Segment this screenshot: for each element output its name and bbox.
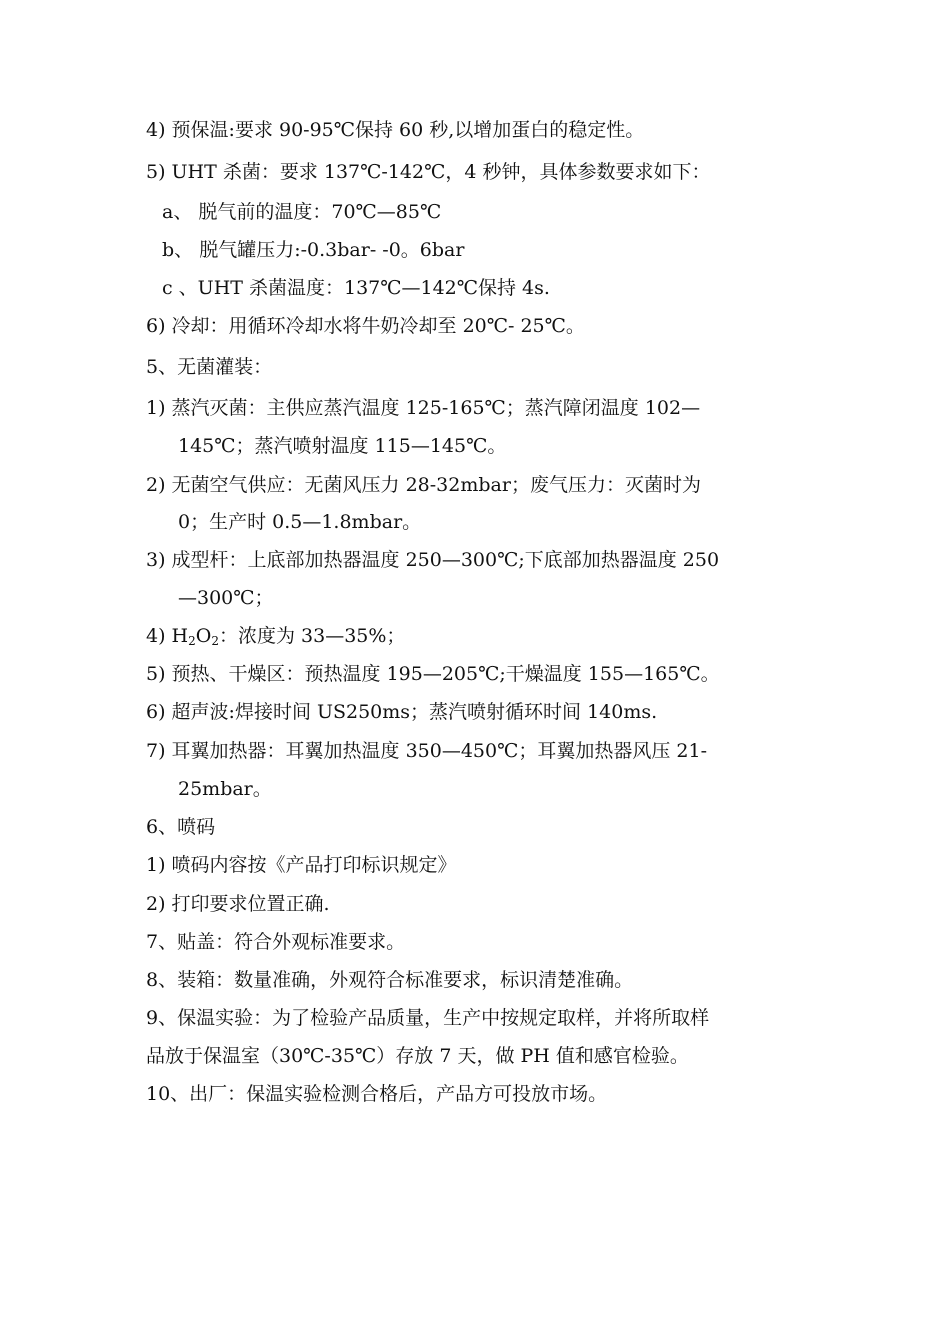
uht-param-c: c 、UHT 杀菌温度：137℃—142℃保持 4s. xyxy=(162,277,550,299)
uht-param-a: a、 脱气前的温度：70℃—85℃ xyxy=(162,201,442,223)
filling-item-6: 6) 超声波:焊接时间 US250ms；蒸汽喷射循环时间 140ms. xyxy=(146,701,658,723)
filling-item-4 xyxy=(146,624,826,648)
section-6-coding: 6、喷码 xyxy=(146,816,216,838)
h2o2-mid: O xyxy=(195,625,212,647)
filling-item-1-cont: 145℃；蒸汽喷射温度 115—145℃。 xyxy=(178,435,507,457)
section-8-packing: 8、装箱：数量准确，外观符合标准要求，标识清楚准确。 xyxy=(146,969,634,991)
filling-item-7-cont: 25mbar。 xyxy=(178,778,272,800)
section-9-incubation-cont: 品放于保温室（30℃-35℃）存放 7 天，做 PH 值和感官检验。 xyxy=(146,1045,689,1067)
h2o2-prefix: 4) H xyxy=(146,625,189,647)
filling-item-7: 7) 耳翼加热器：耳翼加热温度 350—450℃；耳翼加热器风压 21- xyxy=(146,740,708,762)
h2o2-sub-1: 2 xyxy=(188,634,196,648)
coding-item-1: 1) 喷码内容按《产品打印标识规定》 xyxy=(146,854,457,876)
filling-item-1: 1) 蒸汽灭菌：主供应蒸汽温度 125-165℃；蒸汽障闭温度 102— xyxy=(146,397,701,419)
section-10-release: 10、出厂：保温实验检测合格后，产品方可投放市场。 xyxy=(146,1083,608,1105)
coding-item-2: 2) 打印要求位置正确. xyxy=(146,893,330,915)
h2o2-sub-2: 2 xyxy=(211,634,219,648)
filling-item-3: 3) 成型杆：上底部加热器温度 250—300℃;下底部加热器温度 250 xyxy=(146,549,720,571)
section-9-incubation: 9、保温实验：为了检验产品质量，生产中按规定取样，并将所取样 xyxy=(146,1007,710,1029)
item-5-uht: 5) UHT 杀菌：要求 137℃-142℃，4 秒钟，具体参数要求如下： xyxy=(146,161,711,183)
uht-param-b: b、 脱气罐压力:-0.3bar- -0。6bar xyxy=(162,239,465,261)
section-7-capping: 7、贴盖：符合外观标准要求。 xyxy=(146,931,406,953)
item-4-preheat-hold: 4) 预保温:要求 90-95℃保持 60 秒,以增加蛋白的稳定性。 xyxy=(146,119,645,141)
filling-item-2: 2) 无菌空气供应：无菌风压力 28-32mbar；废气压力：灭菌时为 xyxy=(146,474,701,496)
h2o2-text: ：浓度为 33—35%； xyxy=(218,625,406,647)
filling-item-3-cont: —300℃； xyxy=(178,587,274,609)
item-6-cooling: 6) 冷却：用循环冷却水将牛奶冷却至 20℃- 25℃。 xyxy=(146,315,585,337)
section-5-aseptic-filling: 5、无菌灌装： xyxy=(146,356,273,378)
filling-item-5: 5) 预热、干燥区：预热温度 195—205℃;干燥温度 155—165℃。 xyxy=(146,663,720,685)
filling-item-2-cont: 0；生产时 0.5—1.8mbar。 xyxy=(178,511,422,533)
